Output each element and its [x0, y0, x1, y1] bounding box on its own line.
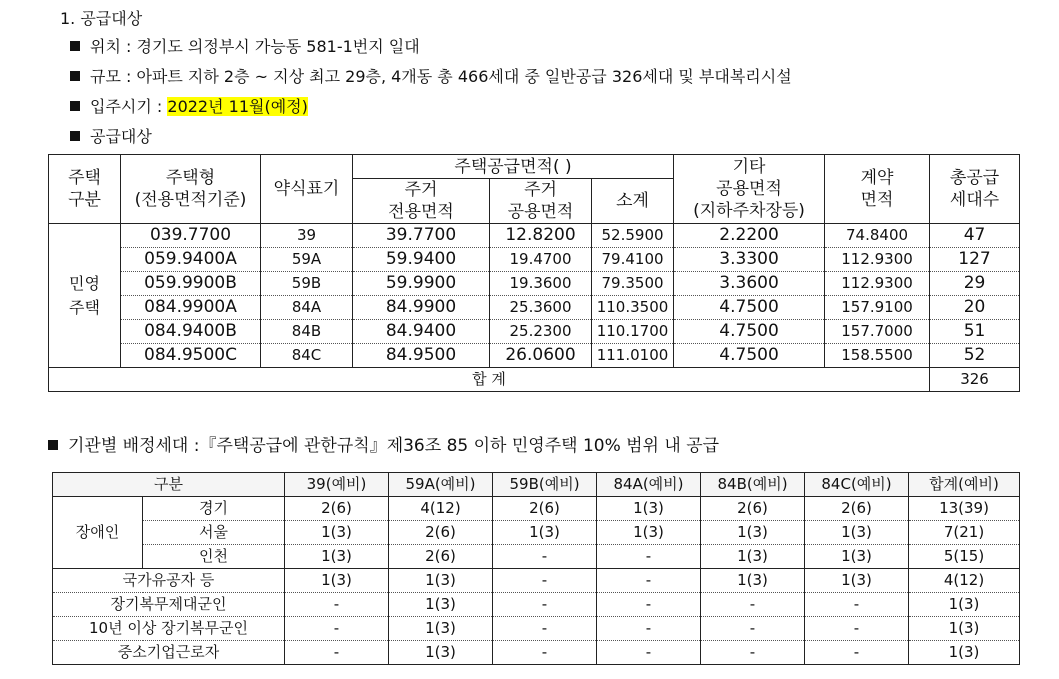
cell-exclusive: 84.9400: [353, 320, 490, 344]
cell-value: 2(6): [389, 521, 493, 545]
cell-value: -: [285, 641, 389, 665]
cell-common: 25.3600: [490, 296, 592, 320]
cell-exclusive: 39.7700: [353, 224, 490, 248]
cell-subtotal: 110.1700: [592, 320, 674, 344]
scale-text: 규모 : 아파트 지하 2층 ~ 지상 최고 29층, 4개동 총 466세대 중 일반공급 326세대 및 부대복리시설: [90, 67, 792, 86]
table-row: [53, 617, 1020, 641]
cell-value: -: [701, 593, 805, 617]
cell-value: 1(3): [285, 545, 389, 569]
cell-units: 52: [930, 344, 1020, 368]
cell-value: -: [285, 617, 389, 641]
cell-common: 25.2300: [490, 320, 592, 344]
cell-units: 51: [930, 320, 1020, 344]
scale-bullet: [70, 64, 792, 87]
header-total-units: 총공급 세대수: [930, 155, 1020, 224]
header-abbr: 약식표기: [261, 155, 353, 224]
cell-common: 26.0600: [490, 344, 592, 368]
allocation-table: [52, 472, 1020, 665]
cell-value: 1(3): [389, 641, 493, 665]
cell-value: 1(3): [909, 641, 1020, 665]
table-row: [53, 521, 1020, 545]
header-type: 주택형 (전용면적기준): [121, 155, 261, 224]
cell-type: 084.9500C: [121, 344, 261, 368]
cell-subtotal: 110.3500: [592, 296, 674, 320]
cell-contract: 157.7000: [825, 320, 930, 344]
cell-units: 127: [930, 248, 1020, 272]
group-private-housing: 민영 주택: [49, 224, 121, 368]
cell-value: -: [805, 641, 909, 665]
cell-value: -: [597, 593, 701, 617]
cell-value: 1(3): [909, 617, 1020, 641]
row-name: 10년 이상 장기복무군인: [53, 617, 285, 641]
square-bullet-icon: [70, 71, 80, 81]
cell-value: 1(3): [701, 521, 805, 545]
cell-value: 1(3): [389, 569, 493, 593]
cell-subtotal: 79.3500: [592, 272, 674, 296]
header-84b: 84B(예비): [701, 473, 805, 497]
cell-contract: 74.8400: [825, 224, 930, 248]
cell-value: 1(3): [701, 545, 805, 569]
cell-value: -: [285, 593, 389, 617]
header-common-area: 주거 공용면적: [490, 179, 592, 224]
cell-value: -: [597, 641, 701, 665]
header-84c: 84C(예비): [805, 473, 909, 497]
total-label: 합 계: [49, 368, 930, 392]
cell-exclusive: 59.9400: [353, 248, 490, 272]
row-name: 중소기업근로자: [53, 641, 285, 665]
cell-contract: 112.9300: [825, 248, 930, 272]
cell-value: -: [493, 545, 597, 569]
square-bullet-icon: [48, 440, 58, 450]
cell-other: 4.7500: [674, 320, 825, 344]
cell-type: 039.7700: [121, 224, 261, 248]
cell-value: 5(15): [909, 545, 1020, 569]
cell-other: 4.7500: [674, 296, 825, 320]
cell-units: 20: [930, 296, 1020, 320]
cell-type: 059.9400A: [121, 248, 261, 272]
table-row: [49, 296, 1020, 320]
cell-value: 1(3): [389, 617, 493, 641]
cell-value: 13(39): [909, 497, 1020, 521]
move-in-bullet: [70, 94, 308, 117]
allocation-header-row: [53, 473, 1020, 497]
location-text: 위치 : 경기도 의정부시 가능동 581-1번지 일대: [90, 37, 420, 56]
cell-value: -: [597, 545, 701, 569]
cell-other: 3.3600: [674, 272, 825, 296]
header-type-group: 주택 구분: [49, 155, 121, 224]
cell-value: 2(6): [389, 545, 493, 569]
cell-abbr: 84A: [261, 296, 353, 320]
row-name: 국가유공자 등: [53, 569, 285, 593]
move-in-label: 입주시기 :: [90, 97, 168, 116]
cell-abbr: 39: [261, 224, 353, 248]
cell-value: -: [597, 569, 701, 593]
cell-value: 1(3): [285, 569, 389, 593]
cell-subtotal: 111.0100: [592, 344, 674, 368]
cell-value: -: [493, 593, 597, 617]
square-bullet-icon: [70, 131, 80, 141]
table-row: [53, 497, 1020, 521]
cell-other: 3.3300: [674, 248, 825, 272]
cell-value: 4(12): [909, 569, 1020, 593]
cell-common: 19.3600: [490, 272, 592, 296]
cell-abbr: 59B: [261, 272, 353, 296]
cell-value: 2(6): [285, 497, 389, 521]
group-disabled: 장애인: [53, 497, 143, 569]
header-contract-area: 계약 면적: [825, 155, 930, 224]
table-row: [53, 641, 1020, 665]
header-84a: 84A(예비): [597, 473, 701, 497]
cell-value: -: [493, 569, 597, 593]
cell-value: -: [701, 641, 805, 665]
square-bullet-icon: [70, 101, 80, 111]
cell-value: 2(6): [805, 497, 909, 521]
row-name: 경기: [143, 497, 285, 521]
header-subtotal: 소계: [592, 179, 674, 224]
cell-value: 1(3): [701, 569, 805, 593]
cell-contract: 112.9300: [825, 272, 930, 296]
header-59a: 59A(예비): [389, 473, 493, 497]
supply-area-table: [48, 154, 1020, 392]
cell-type: 059.9900B: [121, 272, 261, 296]
cell-value: -: [805, 617, 909, 641]
cell-type: 084.9400B: [121, 320, 261, 344]
header-59b: 59B(예비): [493, 473, 597, 497]
cell-exclusive: 59.9900: [353, 272, 490, 296]
cell-value: 1(3): [597, 521, 701, 545]
cell-abbr: 84C: [261, 344, 353, 368]
header-39: 39(예비): [285, 473, 389, 497]
cell-common: 19.4700: [490, 248, 592, 272]
cell-subtotal: 79.4100: [592, 248, 674, 272]
header-exclusive-area: 주거 전용면적: [353, 179, 490, 224]
cell-abbr: 59A: [261, 248, 353, 272]
cell-value: 4(12): [389, 497, 493, 521]
cell-contract: 158.5500: [825, 344, 930, 368]
section-title: 1. 공급대상: [60, 9, 143, 28]
allocation-title: [48, 431, 719, 456]
table-row: [53, 569, 1020, 593]
move-in-date-highlight: 2022년 11월(예정): [167, 97, 308, 116]
total-units: 326: [930, 368, 1020, 392]
cell-units: 47: [930, 224, 1020, 248]
table-row: [49, 272, 1020, 296]
cell-value: -: [701, 617, 805, 641]
table-row: [49, 344, 1020, 368]
cell-units: 29: [930, 272, 1020, 296]
table-row: [53, 593, 1020, 617]
allocation-title-text: 기관별 배정세대 :『주택공급에 관한규칙』제36조 85 이하 민영주택 10% 범위 내 공급: [68, 436, 720, 456]
cell-abbr: 84B: [261, 320, 353, 344]
row-name: 인천: [143, 545, 285, 569]
cell-contract: 157.9100: [825, 296, 930, 320]
cell-value: 2(6): [701, 497, 805, 521]
row-name: 장기복무제대군인: [53, 593, 285, 617]
cell-value: -: [493, 641, 597, 665]
cell-value: 1(3): [805, 569, 909, 593]
supply-target-text: 공급대상: [90, 127, 152, 146]
cell-other: 4.7500: [674, 344, 825, 368]
table-row: [49, 224, 1020, 248]
total-row: [49, 368, 1020, 392]
square-bullet-icon: [70, 41, 80, 51]
cell-type: 084.9900A: [121, 296, 261, 320]
cell-exclusive: 84.9900: [353, 296, 490, 320]
cell-subtotal: 52.5900: [592, 224, 674, 248]
cell-value: 1(3): [389, 593, 493, 617]
cell-value: -: [597, 617, 701, 641]
supply-target-bullet: [70, 124, 152, 147]
table-row: [53, 545, 1020, 569]
table-row: [49, 320, 1020, 344]
cell-value: -: [493, 617, 597, 641]
cell-value: -: [805, 593, 909, 617]
header-total: 합계(예비): [909, 473, 1020, 497]
cell-value: 1(3): [805, 545, 909, 569]
cell-other: 2.2200: [674, 224, 825, 248]
header-other-common: 기타 공용면적 (지하주차장등): [674, 155, 825, 224]
cell-value: 1(3): [597, 497, 701, 521]
cell-exclusive: 84.9500: [353, 344, 490, 368]
cell-value: 2(6): [493, 497, 597, 521]
row-name: 서울: [143, 521, 285, 545]
cell-value: 7(21): [909, 521, 1020, 545]
table-row: [49, 248, 1020, 272]
cell-common: 12.8200: [490, 224, 592, 248]
location-bullet: [70, 34, 420, 57]
cell-value: 1(3): [805, 521, 909, 545]
cell-value: 1(3): [493, 521, 597, 545]
cell-value: 1(3): [909, 593, 1020, 617]
header-area-group: 주택공급면적( ): [353, 155, 674, 179]
header-category: 구분: [53, 473, 285, 497]
cell-value: 1(3): [285, 521, 389, 545]
